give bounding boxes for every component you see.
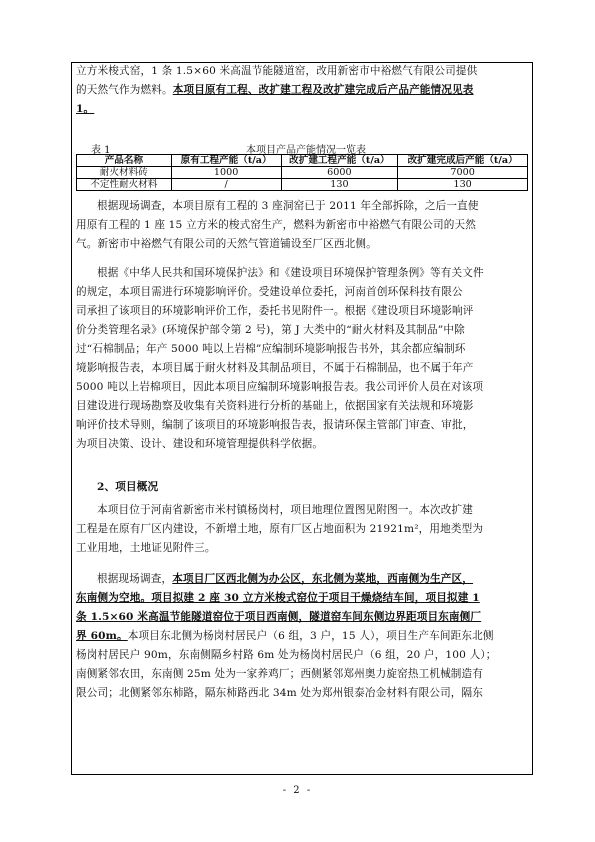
body-text: 的天然气作为燃料。: [76, 84, 173, 96]
table-header-row: [77, 155, 528, 167]
table-cell: 7000: [398, 167, 528, 179]
body-line: 价分类管理名录》(环境保护部令第 2 号)，第 J 大类中的“耐火材料及其制品”中除: [76, 324, 465, 336]
body-text: 本项目东北侧为杨岗村居民户（6 组，3 户，15 人），项目生产车间距东北侧: [127, 630, 494, 642]
body-line: 本项目位于河南省新密市米村镇杨岗村，项目地理位置图见附图一。本次改扩建: [97, 504, 474, 516]
section-heading: 2、项目概况: [97, 481, 159, 493]
body-line: [76, 572, 528, 587]
body-line: 根据《中华人民共和国环境保护法》和《建设项目环境保护管理条例》等有关文件: [97, 267, 484, 279]
table-cell: 6000: [281, 167, 398, 179]
body-line: 响评价技术导则，编制了该项目的环境影响报告表，报请环保主管部门审查、审批，: [76, 419, 474, 431]
table-cell: 130: [398, 179, 528, 191]
body-line: 境影响报告表，本项目属于耐火材料及其制品项目，不属于石棉制品，也不属于年产: [76, 362, 474, 374]
emphasis-text: 本项目厂区西北侧为办公区，东北侧为菜地，西南侧为生产区，: [172, 573, 474, 585]
body-line: 气。新密市中裕燃气有限公司的天然气管道铺设至厂区西北侧。: [76, 238, 377, 250]
table-row: [77, 179, 528, 191]
body-line: 的规定，本项目需进行环境影响评价。受建设单位委托，河南首创环保科技有限公: [76, 286, 463, 298]
body-line: 限公司；北侧紧邻东柿路，隔东柿路西北 34m 处为郑州银泰冶金材料有限公司，隔东: [76, 687, 484, 699]
table-row: [77, 167, 528, 179]
table-header-cell: 改扩建工程产能（t/a）: [281, 155, 398, 167]
table-header-cell: 改扩建完成后产能（t/a）: [398, 155, 528, 167]
table-cell: 耐火材料砖: [77, 167, 172, 179]
body-line: 5000 吨以上岩棉项目，因此本项目应编制环境影响报告表。我公司评价人员在对该项: [76, 381, 484, 393]
body-line: 目建设进行现场勘察及收集有关资料进行分析的基础上，依据国家有关法规和环境影: [76, 400, 474, 412]
body-line: 条 1.5×60 米高温节能隧道窑位于项目西南侧，隧道窑车间东侧边界距项目东南侧厂: [76, 611, 482, 623]
body-line: 1。: [76, 103, 95, 115]
table-header-cell: 产品名称: [77, 155, 172, 167]
emphasis-text: 本项目原有工程、改扩建工程及改扩建完成后产品产能情况见表: [172, 84, 474, 96]
body-line: 司承担了该项目的环境影响评价工作，委托书见附件一。根据《建设项目环境影响评: [76, 305, 474, 317]
body-text: 根据现场调查，: [97, 573, 173, 585]
table-title: 本项目产品产能情况一览表: [246, 145, 366, 156]
body-line: 工程是在原有厂区内建设，不新增土地，原有厂区占地面积为 21921m²，用地类型为: [76, 523, 484, 535]
table-cell: 不定性耐火材料: [77, 179, 172, 191]
body-line: 为项目决策、设计、建设和环境管理提供科学依据。: [76, 438, 324, 450]
body-line: [76, 83, 528, 98]
body-line: 东南侧为空地。项目拟建 2 座 30 立方米梭式窑位于项目干燥烧结车间，项目拟建 1: [76, 592, 480, 604]
body-line: 工业用地，土地证见附件三。: [76, 542, 216, 554]
body-line: 根据现场调查，本项目原有工程的 3 座洞窑已于 2011 年全部拆除，之后一直使: [97, 200, 479, 212]
table-cell: 130: [281, 179, 398, 191]
body-line: 过“石棉制品；年产 5000 吨以上岩棉”应编制环境影响报告书外，其余都应编制环: [76, 343, 466, 355]
body-line: 用原有工程的 1 座 15 立方米的梭式窑生产，燃料为新密市中裕燃气有限公司的天然: [76, 219, 477, 231]
body-line: [76, 629, 528, 644]
emphasis-text: 界 60m。: [76, 630, 128, 642]
capacity-table: [76, 154, 528, 191]
table-caption: [76, 141, 528, 154]
table-cell: /: [171, 179, 281, 191]
table-cell: 1000: [171, 167, 281, 179]
table-label: 表 1: [91, 145, 111, 156]
table-header-cell: 原有工程产能（t/a）: [171, 155, 281, 167]
body-line: 立方米梭式窑，1 条 1.5×60 米高温节能隧道窑，改用新密市中裕燃气有限公司提供: [76, 65, 478, 77]
body-line: 南侧紧邻农田，东南侧 25m 处为一家养鸡厂；西侧紧邻郑州奥力旋窑热工机械制造有: [76, 668, 484, 680]
page-number: - 2 -: [282, 785, 313, 796]
body-line: 杨岗村居民户 90m，东南侧隔乡村路 6m 处为杨岗村居民户（6 组，20 户，100 人）；: [76, 649, 497, 661]
